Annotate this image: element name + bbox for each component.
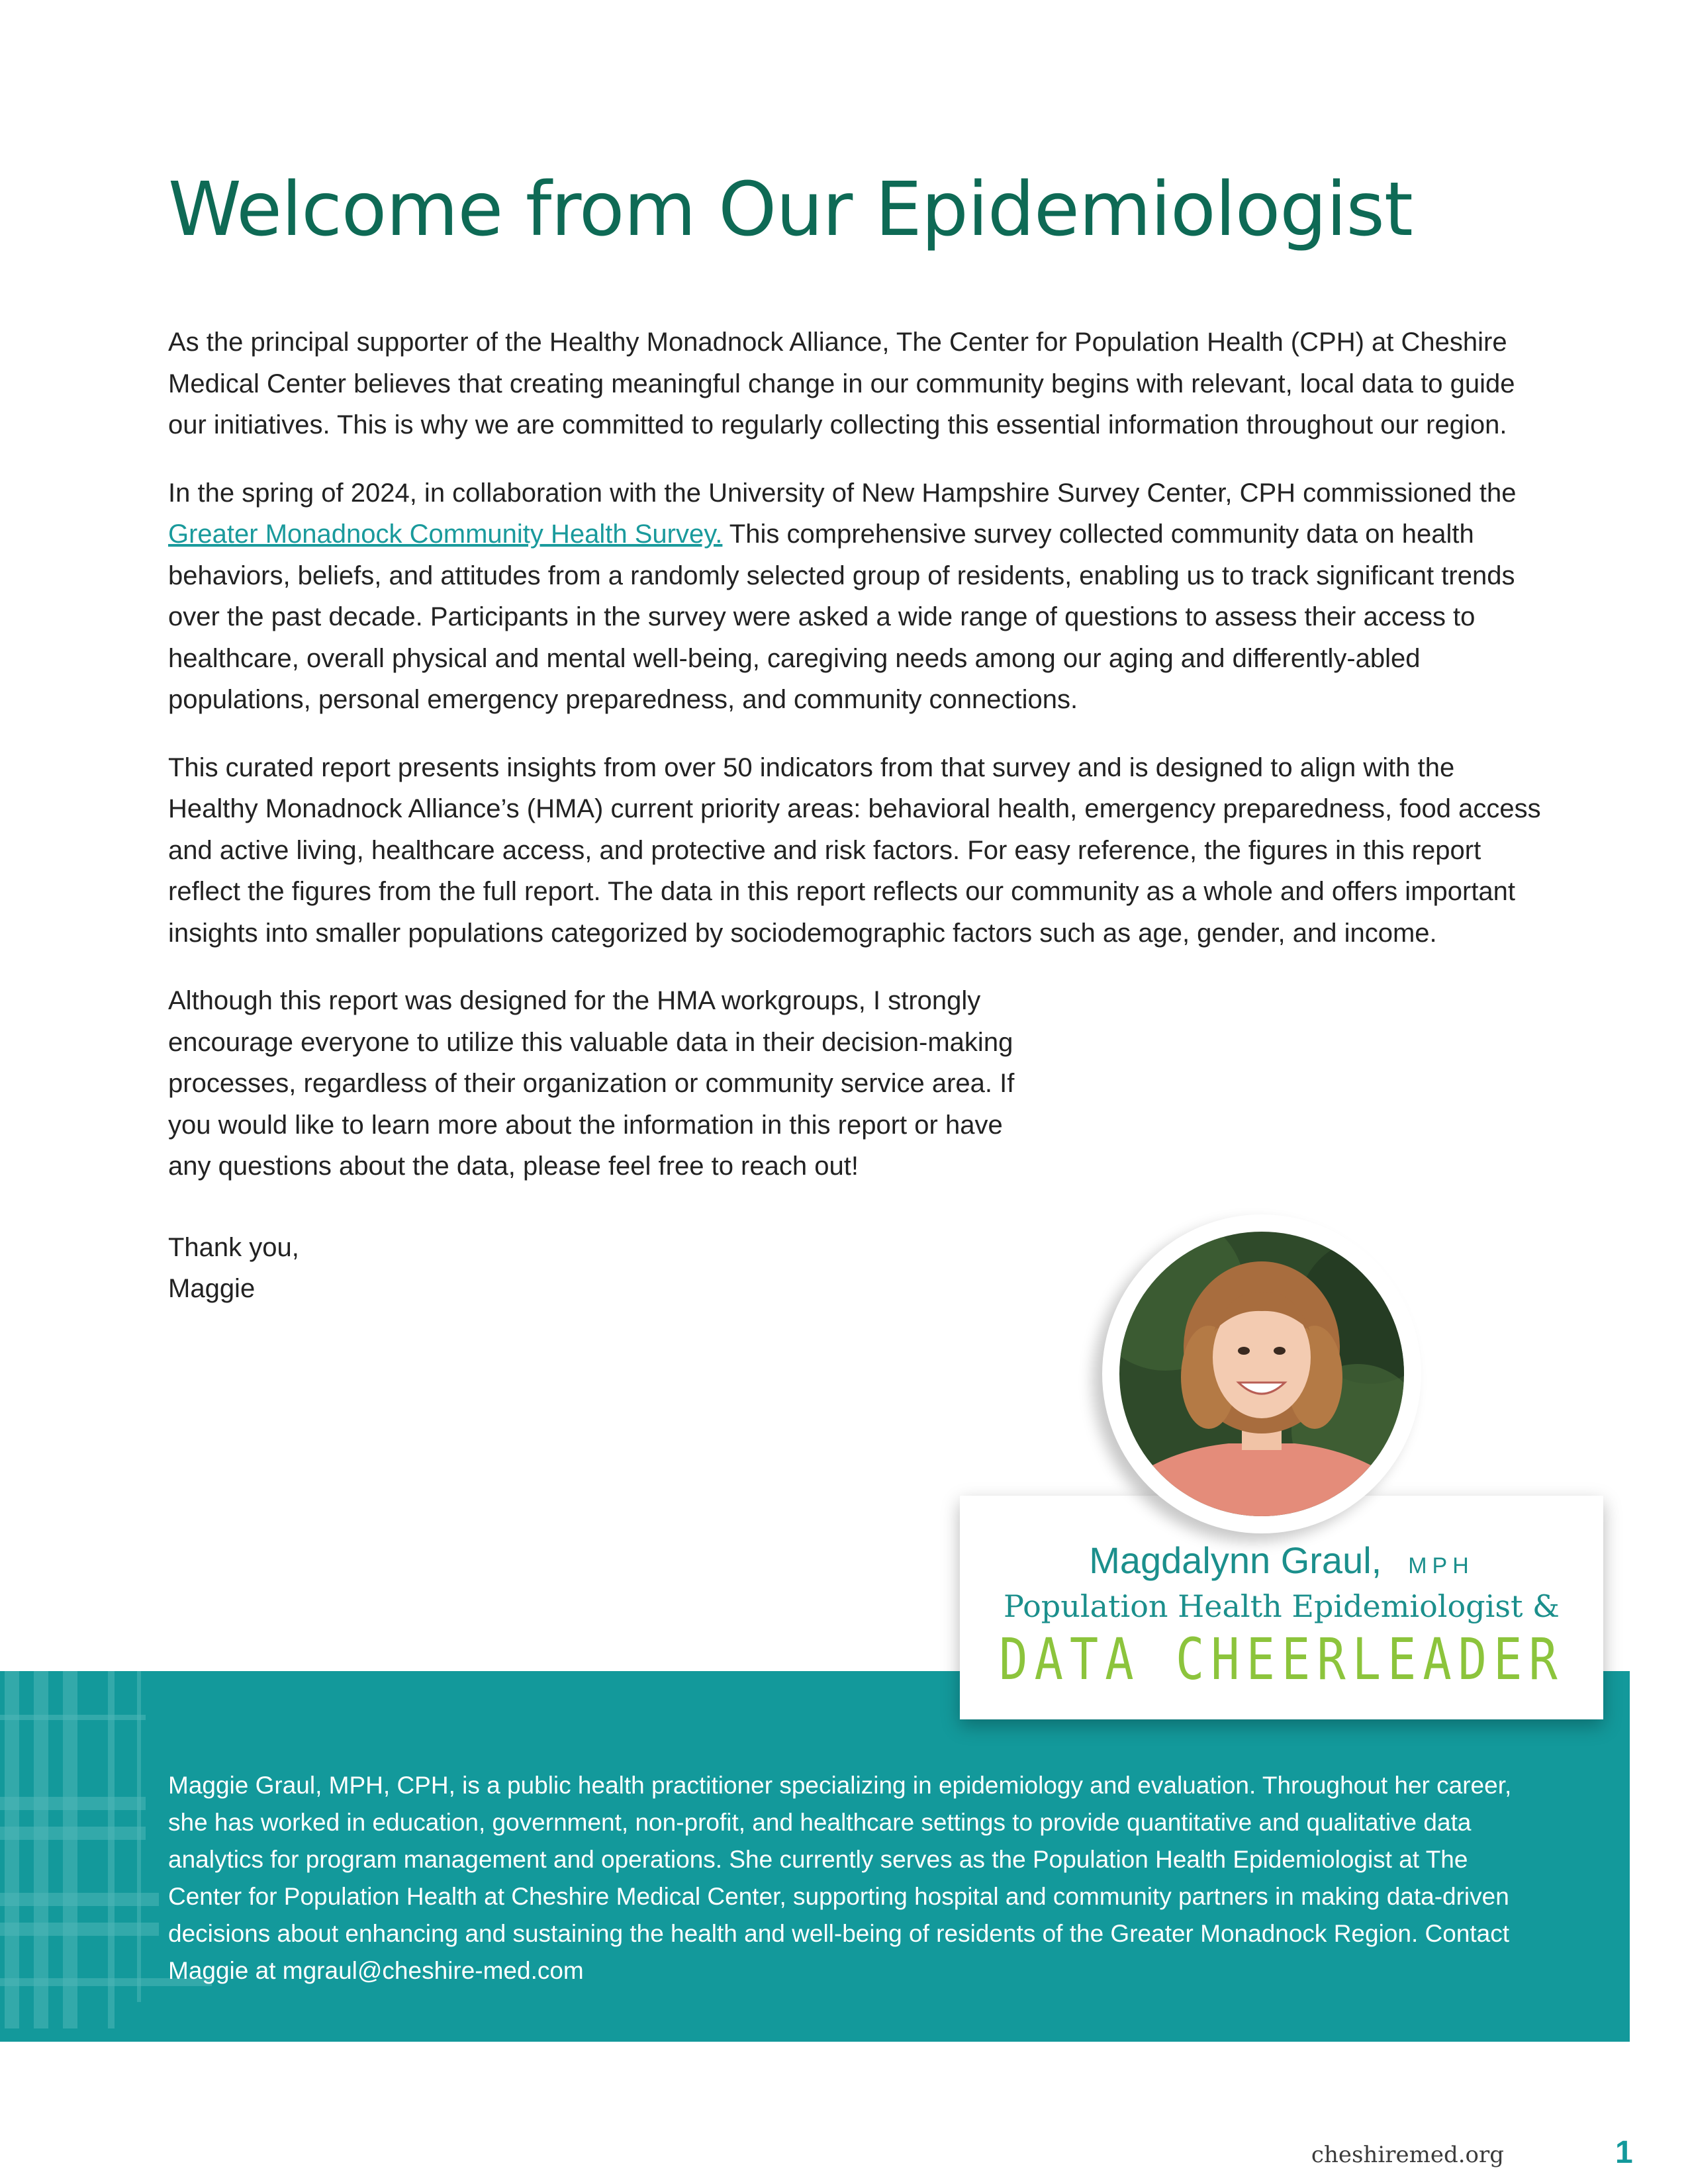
profile-role: Population Health Epidemiologist & xyxy=(1004,1588,1560,1624)
survey-text-start: In the spring of 2024, in collaboration with the University of New Hampshire Survey Center, CPH commissioned the xyxy=(168,478,1517,508)
report-paragraph: This curated report presents insights from over 50 indicators from that survey and is designed to align with the Healthy Monadnock Alliance’s (HMA) current priority areas: behavioral health, emergency preparedness, food access and active living, healthcare access, and protective and risk factors. For easy reference, the figures in this report reflect the figures from the full report. The data in this report reflects our community as a whole and offers important insights into smaller populations categorized by sociodemographic factors such as age, gender, and income. xyxy=(168,752,1541,948)
profile-tagline: DATA CHEERLEADER xyxy=(999,1625,1564,1693)
encouragement-paragraph: Although this report was designed for the HMA workgroups, I strongly encourage everyone to utilize this valuable data in their decision-making processes, regardless of their organization or community service area. If you would like to learn more about the information in this report or have any questions about the data, please feel free to reach out! xyxy=(168,986,1015,1181)
body-text xyxy=(168,322,1545,1310)
bio-text: Maggie Graul, MPH, CPH, is a public health practitioner specializing in epidemiology and evaluation. Throughout her career, she has worked in education, government, non-profit, and healthcare settings to provide quantitative and qualitative data analytics for program management and operations. She currently serves as the Population Health Epidemiologist at The Center for Population Health at Cheshire Medical Center, supporting hospital and community partners in making data-driven decisions about enhancing and sustaining the health and well-being of residents of the Greater Monadnock Region. Contact Maggie at mgraul@cheshire-med.com xyxy=(168,1772,1512,1984)
profile-credential: MPH xyxy=(1408,1553,1474,1578)
profile-name-line xyxy=(960,1539,1603,1582)
profile-photo xyxy=(1102,1214,1421,1533)
profile-name: Magdalynn Graul, xyxy=(1089,1539,1382,1581)
portrait-illustration xyxy=(1119,1232,1404,1516)
closing-thanks: Thank you, xyxy=(168,1232,299,1262)
survey-text-end: This comprehensive survey collected community data on health behaviors, beliefs, and attitudes from a randomly selected group of residents, enabling us to track significant trends over the past decade. Participants in the survey were asked a wide range of questions to assess their access to healthcare, overall physical and mental well-being, caregiving needs among our aging and differently-abled populations, personal emergency preparedness, and community connections. xyxy=(168,520,1515,714)
footer-website: cheshiremed.org xyxy=(1311,2142,1504,2168)
survey-paragraph xyxy=(168,473,1545,721)
bio-band xyxy=(0,1671,1630,2042)
survey-link[interactable]: Greater Monadnock Community Health Survey. xyxy=(168,520,723,549)
intro-paragraph: As the principal supporter of the Healthy Monadnock Alliance, The Center for Population Health (CPH) at Cheshire Medical Center believes that creating meaningful change in our community begins with relevant, local data to guide our initiatives. This is why we are committed to regularly collecting this essential information throughout our region. xyxy=(168,328,1515,439)
closing-signoff: Maggie xyxy=(168,1274,256,1303)
page-title: Welcome from Our Epidemiologist xyxy=(168,167,1413,253)
page-number: 1 xyxy=(1615,2135,1633,2170)
